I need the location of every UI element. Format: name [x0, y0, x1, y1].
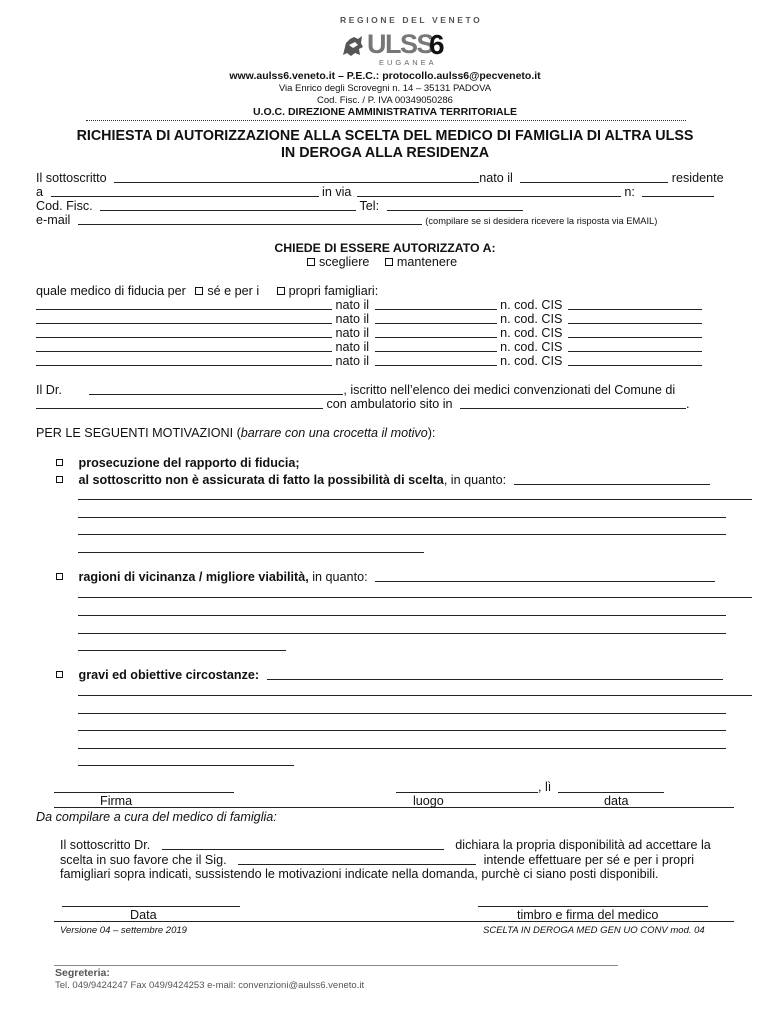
label-a: a — [36, 185, 44, 199]
field-doctor-sottoscritto[interactable] — [162, 838, 444, 850]
row-doctor — [36, 383, 675, 398]
label-family: propri famigliari: — [288, 284, 379, 298]
logo-subtitle: EUGANEA — [379, 58, 437, 67]
header-divider — [86, 120, 686, 121]
footer-divider — [54, 965, 618, 966]
label-in-via: in via — [322, 185, 352, 199]
signature-line-data[interactable] — [558, 792, 664, 793]
signature-line-doctor-date[interactable] — [62, 906, 240, 907]
label-family-nato-il: nato il — [335, 326, 370, 340]
page-title: RICHIESTA DI AUTORIZZAZIONE ALLA SCELTA DEL MEDICO DI FAMIGLIA DI ALTRA ULSS — [76, 128, 694, 144]
lion-emblem-icon — [341, 33, 365, 59]
label-ambulatorio: con ambulatorio sito in — [326, 397, 453, 411]
motivazioni-heading-text: PER LE SEGUENTI MOTIVAZIONI ( — [36, 426, 241, 440]
checkbox-scegliere[interactable] — [307, 258, 315, 266]
field-doctor-name[interactable] — [89, 383, 343, 395]
field-family-birth[interactable] — [375, 312, 497, 324]
label-motivo-1: prosecuzione del rapporto di fiducia; — [78, 456, 300, 470]
signature-line-luogo[interactable] — [396, 792, 538, 793]
label-doctor-scelta: scelta in suo favore che il Sig. — [60, 853, 227, 867]
motivo-3 — [56, 570, 715, 585]
label-family-nato-il: nato il — [335, 340, 370, 354]
checkbox-family[interactable] — [277, 287, 285, 295]
motivazioni-heading-close: ): — [427, 426, 436, 440]
writing-line[interactable] — [78, 713, 726, 714]
field-family-name[interactable] — [36, 354, 332, 366]
ulss-logo — [341, 29, 453, 69]
row-fiducia — [36, 284, 378, 299]
field-family-birth[interactable] — [375, 340, 497, 352]
motivazioni-heading-italic: barrare con una crocetta il motivo — [240, 426, 428, 440]
field-ambulatorio[interactable] — [460, 397, 686, 409]
label-dr: Il Dr. — [36, 383, 62, 397]
request-heading: CHIEDE DI ESSERE AUTORIZZATO A: — [274, 241, 496, 255]
row-cod-fisc — [36, 199, 736, 214]
field-cod-cis[interactable] — [568, 340, 702, 352]
field-family-birth[interactable] — [375, 326, 497, 338]
writing-line[interactable] — [78, 615, 726, 616]
doctor-statement-line-1 — [60, 838, 734, 853]
label-luogo: luogo — [413, 794, 444, 808]
label-li: , lì — [538, 780, 552, 794]
checkbox-motivo-4[interactable] — [56, 671, 63, 678]
label-email: e-mail — [36, 213, 71, 227]
label-self: sé e per i — [207, 284, 260, 298]
label-sottoscritto: Il sottoscritto — [36, 171, 107, 185]
field-family-birth[interactable] — [375, 298, 497, 310]
motivo-4 — [56, 668, 723, 683]
writing-line[interactable] — [78, 499, 752, 500]
header-address: Via Enrico degli Scrovegni n. 14 – 35131 PADOVA — [278, 83, 492, 94]
label-nato-il: nato il — [479, 171, 513, 185]
label-timbro: timbro e firma del medico — [517, 908, 659, 922]
motivo-2 — [56, 473, 710, 488]
field-email[interactable] — [78, 213, 422, 225]
label-tel: Tel: — [359, 199, 380, 213]
field-sottoscritto[interactable] — [114, 171, 479, 183]
motivazioni-heading — [36, 426, 435, 441]
writing-line[interactable] — [78, 552, 424, 553]
field-city[interactable] — [51, 185, 319, 197]
field-family-name[interactable] — [36, 326, 332, 338]
writing-line[interactable] — [78, 765, 294, 766]
label-cod-cis: n. cod. CIS — [500, 298, 563, 312]
motivo-1 — [56, 456, 300, 471]
request-options — [307, 255, 457, 270]
field-birth-date[interactable] — [520, 171, 668, 183]
family-member-row — [36, 340, 702, 355]
label-residente: residente — [671, 171, 724, 185]
label-data: data — [604, 794, 629, 808]
field-family-name[interactable] — [36, 340, 332, 352]
signature-baseline — [54, 807, 734, 808]
checkbox-motivo-2[interactable] — [56, 476, 63, 483]
header-web-pec: www.aulss6.veneto.it – P.E.C.: protocollo.aulss6@pecveneto.it — [229, 70, 541, 82]
writing-line[interactable] — [78, 748, 726, 749]
label-doctor-sottoscritto: Il sottoscritto Dr. — [60, 838, 151, 852]
field-cod-cis[interactable] — [568, 326, 702, 338]
checkbox-motivo-1[interactable] — [56, 459, 63, 466]
family-member-row — [36, 326, 702, 341]
field-family-birth[interactable] — [375, 354, 497, 366]
field-motivo-2[interactable] — [514, 473, 710, 485]
field-phone[interactable] — [387, 199, 523, 211]
label-cod-cis: n. cod. CIS — [500, 354, 563, 368]
field-motivo-3[interactable] — [375, 570, 715, 582]
footer-contacts: Tel. 049/9424247 Fax 049/9424253 e-mail: convenzioni@aulss6.veneto.it — [55, 980, 365, 991]
field-house-number[interactable] — [642, 185, 714, 197]
field-motivo-4[interactable] — [267, 668, 723, 680]
logo-ulss-text: ULSS — [367, 29, 434, 59]
label-doctor-intende: intende effettuare per sé e per i propri — [483, 853, 695, 867]
label-cod-cis: n. cod. CIS — [500, 312, 563, 326]
checkbox-motivo-3[interactable] — [56, 573, 63, 580]
label-n: n: — [624, 185, 635, 199]
label-doctor-data: Data — [130, 908, 157, 922]
label-motivo-2: al sottoscritto non è assicurata di fatto la possibilità di scelta — [78, 473, 444, 487]
label-motivo-3: ragioni di vicinanza / migliore viabilità, — [78, 570, 309, 584]
label-motivo-4: gravi ed obiettive circostanze: — [78, 668, 260, 682]
family-member-row — [36, 354, 702, 369]
family-member-row — [36, 312, 702, 327]
label-firma: Firma — [100, 794, 133, 808]
row-email — [36, 213, 736, 229]
row-residenza — [36, 185, 736, 200]
region-label: REGIONE DEL VENETO — [340, 15, 483, 25]
footer-model: SCELTA IN DEROGA MED GEN UO CONV mod. 04 — [483, 925, 705, 936]
label-cod-cis: n. cod. CIS — [500, 326, 563, 340]
family-member-row — [36, 298, 702, 313]
writing-line[interactable] — [78, 730, 726, 731]
field-cod-cis[interactable] — [568, 298, 702, 310]
checkbox-mantenere[interactable] — [385, 258, 393, 266]
field-cod-cis[interactable] — [568, 354, 702, 366]
label-family-nato-il: nato il — [335, 312, 370, 326]
field-comune[interactable] — [36, 397, 323, 409]
email-note: (compilare se si desidera ricevere la risposta via EMAIL) — [425, 216, 658, 226]
field-cod-cis[interactable] — [568, 312, 702, 324]
field-street[interactable] — [357, 185, 621, 197]
signature-line-firma[interactable] — [54, 792, 234, 793]
doctor-section-heading: Da compilare a cura del medico di famiglia: — [36, 810, 277, 824]
page-subtitle: IN DEROGA ALLA RESIDENZA — [280, 145, 490, 161]
field-patient-name[interactable] — [238, 853, 476, 865]
footer-segreteria: Segreteria: — [55, 967, 110, 979]
label-cod-fisc: Cod. Fisc. — [36, 199, 93, 213]
label-iscritto: , iscritto nell’elenco dei medici convenzionati del Comune di — [343, 383, 676, 397]
label-family-nato-il: nato il — [335, 354, 370, 368]
footer-version: Versione 04 – settembre 2019 — [60, 925, 187, 936]
label-family-nato-il: nato il — [335, 298, 370, 312]
label-mantenere: mantenere — [396, 255, 458, 269]
header-fiscal: Cod. Fisc. / P. IVA 00349050286 — [317, 95, 453, 106]
label-cod-cis: n. cod. CIS — [500, 340, 563, 354]
writing-line[interactable] — [78, 534, 726, 535]
writing-line[interactable] — [78, 517, 726, 518]
logo-number: 6 — [429, 29, 445, 60]
writing-line[interactable] — [78, 597, 752, 598]
checkbox-self[interactable] — [195, 287, 203, 295]
row-ambulatorio: con ambulatorio sito in . — [36, 397, 690, 412]
label-doctor-dichiara: dichiara la propria disponibilità ad accettare la — [455, 838, 711, 852]
field-fiscal-code[interactable] — [100, 199, 356, 211]
header-department: U.O.C. DIREZIONE AMMINISTRATIVA TERRITORIALE — [252, 106, 518, 118]
writing-line[interactable] — [78, 650, 286, 651]
label-motivo-2-suffix: , in quanto: — [443, 473, 507, 487]
row-sottoscritto — [36, 171, 736, 186]
doctor-statement-line-2 — [60, 853, 734, 868]
writing-line[interactable] — [78, 633, 726, 634]
label-motivo-3-suffix: in quanto: — [308, 570, 368, 584]
signature-line-doctor-stamp[interactable] — [478, 906, 708, 907]
label-fiducia: quale medico di fiducia per — [36, 284, 186, 298]
field-family-name[interactable] — [36, 312, 332, 324]
label-scegliere: scegliere — [319, 255, 370, 269]
writing-line[interactable] — [78, 695, 752, 696]
field-family-name[interactable] — [36, 298, 332, 310]
doctor-statement-line-3: famigliari sopra indicati, sussistendo le motivazioni indicate nella domanda, purchè ci siano posti disponibili. — [60, 867, 659, 881]
